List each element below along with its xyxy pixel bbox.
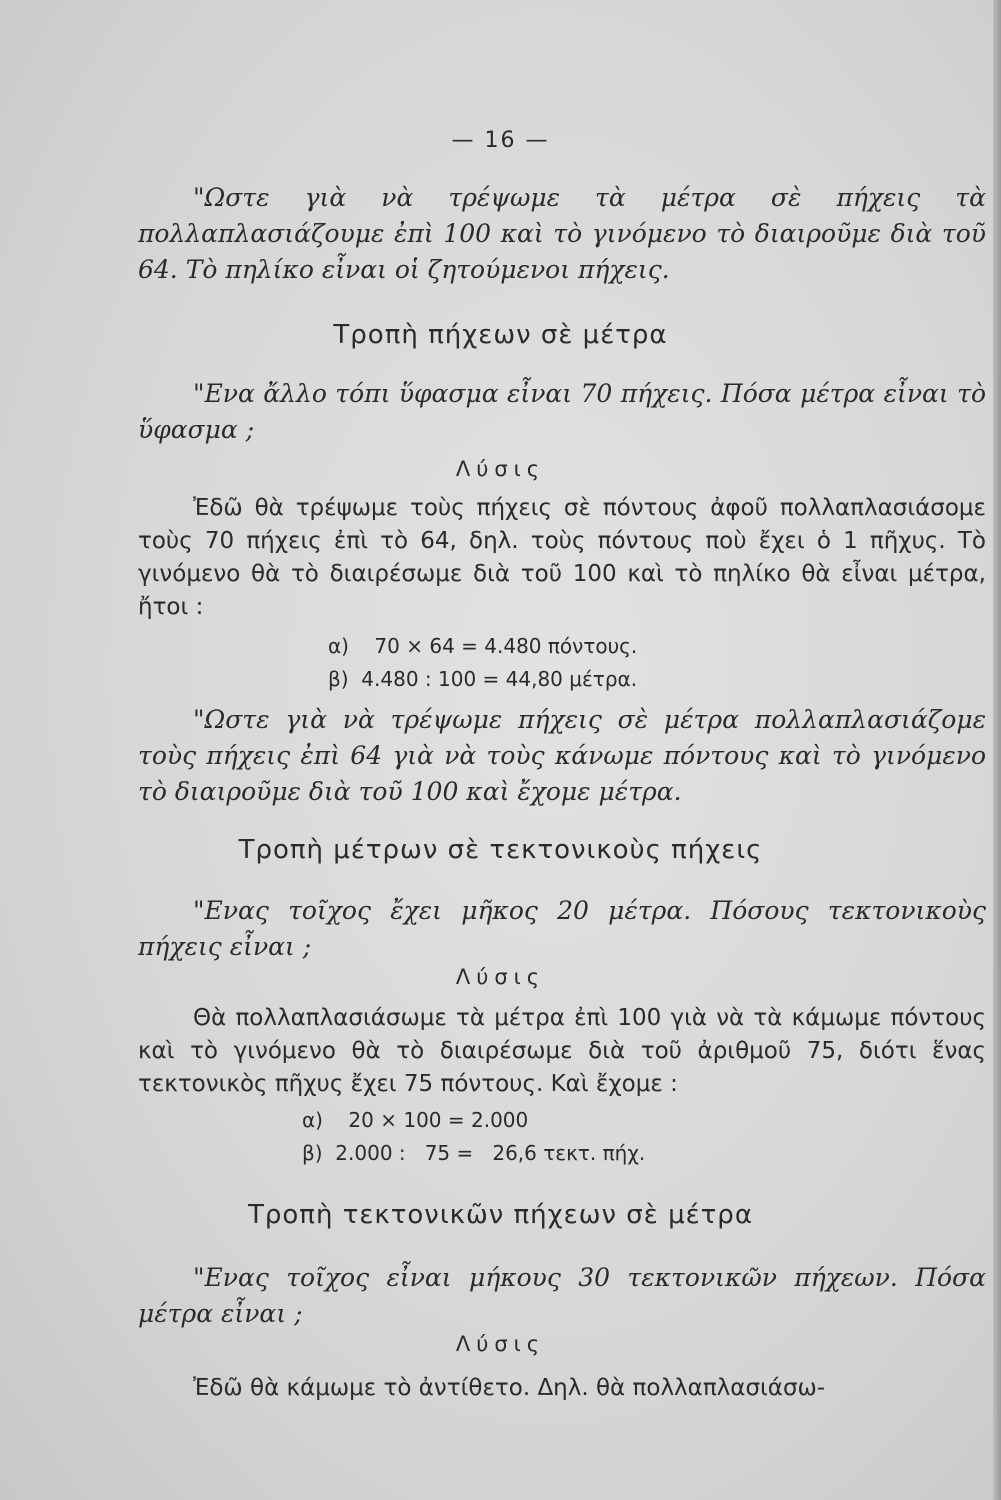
section-heading-1: Τροπὴ πήχεων σὲ μέτρα — [333, 320, 668, 350]
equation-2a: α) 20 × 100 = 2.000 — [302, 1108, 529, 1132]
problem-3: "Ενας τοῖχος εἶναι μήκους 30 τεκτονικῶν πήχεων. Πόσα μέτρα εἶναι ; — [138, 1263, 986, 1328]
solution-label-1: Λύσις — [455, 457, 546, 481]
equation-1a: α) 70 × 64 = 4.480 πόντους. — [328, 634, 638, 658]
solution-text-2: Θὰ πολλαπλασιάσωμε τὰ μέτρα ἐπὶ 100 γιὰ νὰ τὰ κάμωμε πόντους καὶ τὸ γινόμενο θὰ τὸ διαιρέσωμε διὰ τοῦ ἀριθμοῦ 75, διότι ἕνας τεκτονικὸς πῆχυς ἔχει 75 πόντους. Καὶ ἔχομε : — [138, 1005, 986, 1097]
equation-2b: β) 2.000 : 75 = 26,6 τεκτ. πήχ. — [302, 1141, 646, 1165]
problem-2: "Ενας τοῖχος ἔχει μῆκος 20 μέτρα. Πόσους τεκτονικοὺς πήχεις εἶναι ; — [138, 896, 986, 961]
section-heading-2: Τροπὴ μέτρων σὲ τεκτονικοὺς πήχεις — [238, 835, 763, 865]
solution-label-3: Λύσις — [455, 1332, 546, 1356]
equation-1b: β) 4.480 : 100 = 44,80 μέτρα. — [328, 667, 638, 691]
problem-1: "Ενα ἄλλο τόπι ὕφασμα εἶναι 70 πήχεις. Πόσα μέτρα εἶναι τὸ ὕφασμα ; — [138, 379, 986, 444]
solution-text-1: Ἐδῶ θὰ τρέψωμε τοὺς πήχεις σὲ πόντους ἀφοῦ πολλαπλασιάσομε τοὺς 70 πήχεις ἐπὶ τὸ 64, δηλ. τοὺς πόντους ποὺ ἔχει ὁ 1 πῆχυς. Τὸ γινόμενο θὰ τὸ διαιρέσωμε διὰ τοῦ 100 καὶ τὸ πηλίκο θὰ εἶναι μέτρα, ἤτοι : — [138, 495, 986, 620]
section-heading-3: Τροπὴ τεκτονικῶν πήχεων σὲ μέτρα — [248, 1200, 753, 1230]
page-edge-shadow — [993, 0, 1001, 1500]
page-number: — 16 — — [451, 128, 550, 153]
solution-label-2: Λύσις — [455, 965, 546, 989]
paragraph-conclusion-1: "Ωστε γιὰ νὰ τρέψωμε τὰ μέτρα σὲ πήχεις τὰ πολλαπλασιάζουμε ἐπὶ 100 καὶ τὸ γινόμενο τὸ διαιροῦμε διὰ τοῦ 64. Τὸ πηλίκο εἶναι οἱ ζητούμενοι πήχεις. — [138, 183, 986, 284]
solution-text-3: Ἐδῶ θὰ κάμωμε τὸ ἀντίθετο. Δηλ. θὰ πολλαπλασιάσω- — [193, 1375, 826, 1401]
paragraph-conclusion-2: "Ωστε γιὰ νὰ τρέψωμε πήχεις σὲ μέτρα πολλαπλασιάζομε τοὺς πήχεις ἐπὶ 64 γιὰ νὰ τοὺς κάνωμε πόντους καὶ τὸ γινόμενο τὸ διαιροῦμε διὰ τοῦ 100 καὶ ἔχομε μέτρα. — [138, 705, 986, 806]
